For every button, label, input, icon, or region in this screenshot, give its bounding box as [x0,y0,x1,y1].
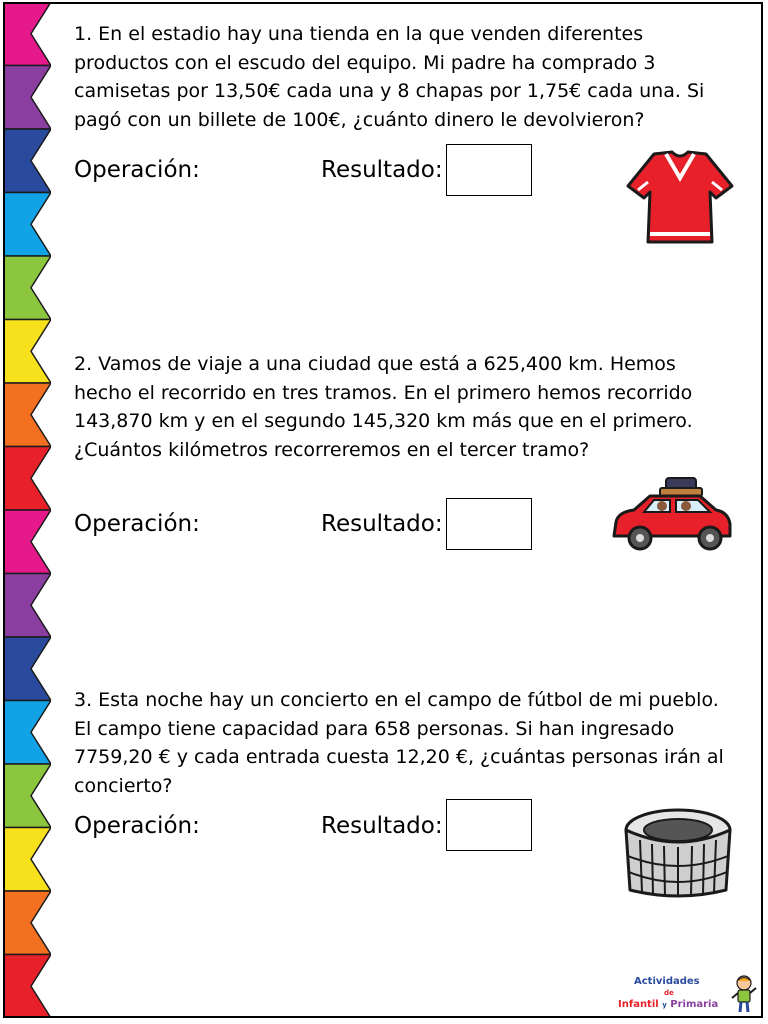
problem-1-operation-label: Operación: [74,157,200,183]
logo-line-1: Actividades [634,976,700,987]
logo-line-2: de [664,989,674,997]
problem-3-result-label: Resultado: [321,813,443,839]
kid-mascot-icon [730,974,758,1014]
shirt-icon [624,148,736,246]
problem-2 [74,350,734,464]
problem-2-answer-box[interactable] [446,498,532,550]
car-icon [608,476,734,554]
problem-1-text: 1. En el estadio hay una tienda en la que venden diferentes productos con el escudo del equipo. Mi padre ha comprado 3 camisetas por 13,50€ cada una y 8 chapas por 1,75€ cada una. Si pagó con un billete de 100€, ¿cuánto dinero le devolvieron? [74,23,705,131]
problem-3 [74,686,734,800]
problem-3-operation-label: Operación: [74,813,200,839]
problem-3-text: 3. Esta noche hay un concierto en el campo de fútbol de mi pueblo. El campo tiene capacidad para 658 personas. Si han ingresado 7759,20 € y cada entrada cuesta 12,20 €, ¿cuántas personas irán al concierto? [74,689,724,797]
logo-word-infantil: Infantil [618,999,659,1010]
logo-word-y: y [662,1001,667,1009]
problem-1-answer-box[interactable] [446,144,532,196]
problem-2-text: 2. Vamos de viaje a una ciudad que está a 625,400 km. Hemos hecho el recorrido en tres tramos. En el primero hemos recorrido 143,870 km y en el segundo 145,320 km más que en el primero. ¿Cuántos kilómetros recorreremos en el tercer tramo? [74,353,693,461]
problem-1 [74,20,734,134]
problem-2-result-label: Resultado: [321,511,443,537]
problem-1-result-label: Resultado: [321,157,443,183]
problem-3-answer-box[interactable] [446,799,532,851]
stadium-icon [622,806,734,898]
logo [612,972,762,1016]
logo-word-primaria: Primaria [670,999,719,1010]
problem-2-operation-label: Operación: [74,511,200,537]
logo-line-3 [618,999,718,1010]
